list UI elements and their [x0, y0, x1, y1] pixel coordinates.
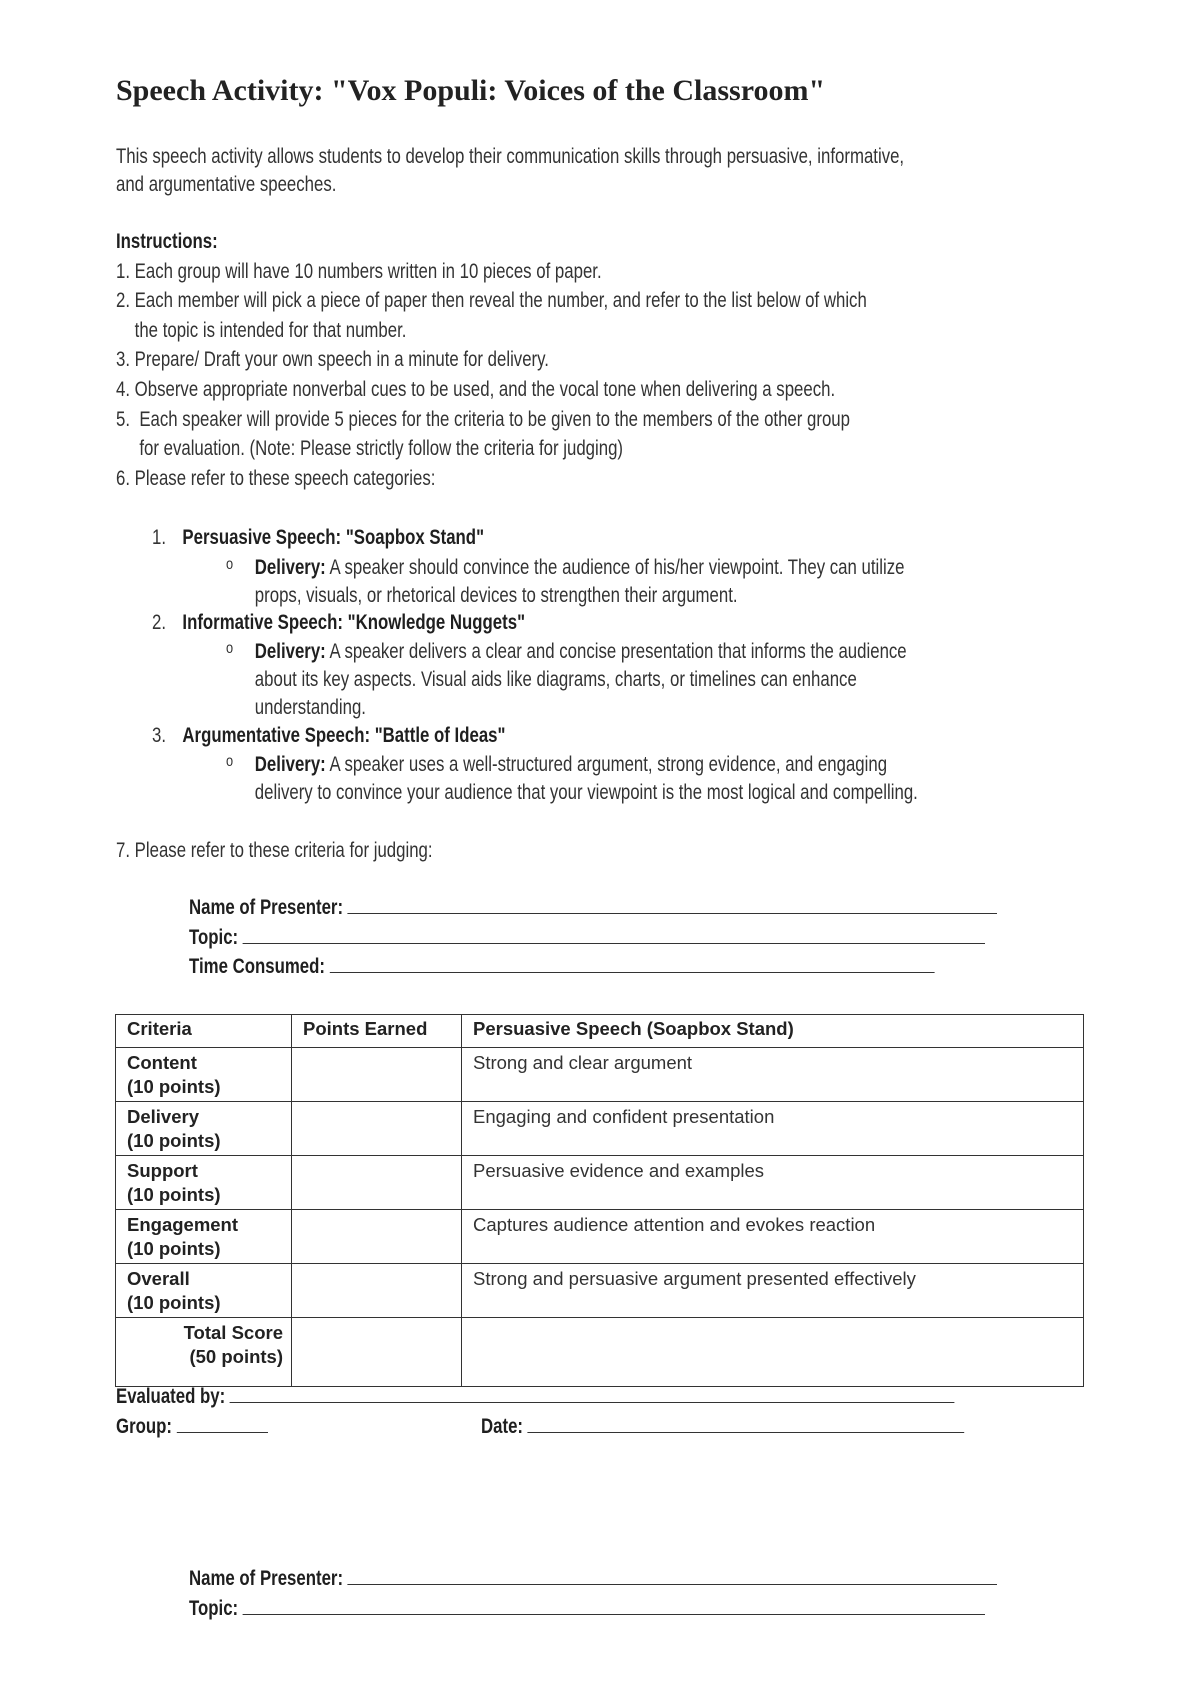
topic-label: Topic: — [189, 1597, 239, 1620]
topic-field[interactable] — [189, 1597, 985, 1621]
presenter-name-line[interactable] — [348, 897, 998, 914]
evaluated-by-label: Evaluated by: — [116, 1385, 226, 1408]
criteria-table — [115, 1014, 1084, 1387]
date-label: Date: — [481, 1415, 524, 1438]
table-header-row — [116, 1015, 1084, 1048]
instructions-heading: Instructions: — [116, 230, 218, 253]
description-cell: Engaging and confident presentation — [462, 1102, 1084, 1156]
topic-field[interactable] — [189, 926, 985, 950]
detail-label: Delivery: — [254, 753, 326, 776]
detail-text: A speaker should convince the audience of his/her viewpoint. They can utilize — [325, 556, 905, 579]
group-label: Group: — [116, 1415, 172, 1438]
topic-line[interactable] — [243, 1598, 985, 1615]
total-description-cell — [462, 1318, 1084, 1387]
date-line[interactable] — [528, 1416, 965, 1433]
instruction-line: 5. Each speaker will provide 5 pieces for the criteria to be given to the members of the other group — [116, 407, 850, 431]
points-earned-cell[interactable] — [292, 1210, 462, 1264]
presenter-name-label: Name of Presenter: — [189, 1567, 344, 1590]
total-score-cell: Total Score (50 points) — [116, 1318, 292, 1387]
intro-line: This speech activity allows students to develop their communication skills through persuasive, informative, — [116, 145, 905, 168]
category-title: Persuasive Speech: "Soapbox Stand" — [182, 526, 485, 549]
points-earned-cell[interactable] — [292, 1264, 462, 1318]
column-header-persuasive-speech: Persuasive Speech (Soapbox Stand) — [462, 1015, 1084, 1048]
table-row — [116, 1156, 1084, 1210]
criteria-intro: 7. Please refer to these criteria for judging: — [116, 839, 433, 862]
page-title: Speech Activity: "Vox Populi: Voices of the Classroom" — [116, 74, 826, 107]
column-header-points-earned: Points Earned — [292, 1015, 462, 1048]
detail-text: about its key aspects. Visual aids like diagrams, charts, or timelines can enhance — [254, 668, 857, 691]
evaluated-by-field[interactable] — [116, 1385, 955, 1409]
criteria-cell: Support (10 points) — [116, 1156, 292, 1210]
total-score-row — [116, 1318, 1084, 1387]
presenter-name-field[interactable] — [189, 896, 997, 920]
detail-text: delivery to convince your audience that your viewpoint is the most logical and compelling. — [254, 781, 918, 804]
detail-text: A speaker uses a well-structured argument, strong evidence, and engaging — [325, 753, 888, 776]
instruction-line: the topic is intended for that number. — [116, 318, 407, 342]
detail-text: props, visuals, or rhetorical devices to strengthen their argument. — [254, 584, 738, 607]
topic-line[interactable] — [243, 927, 985, 944]
bullet-icon: o — [226, 556, 234, 573]
category-number: 2. — [152, 611, 167, 634]
detail-text: A speaker delivers a clear and concise presentation that informs the audience — [325, 640, 907, 663]
points-earned-cell[interactable] — [292, 1156, 462, 1210]
detail-label: Delivery: — [254, 556, 326, 579]
bullet-icon: o — [226, 753, 234, 770]
time-consumed-label: Time Consumed: — [189, 955, 325, 978]
criteria-cell: Content (10 points) — [116, 1048, 292, 1102]
presenter-name-field[interactable] — [189, 1567, 997, 1591]
group-field[interactable] — [116, 1415, 268, 1439]
presenter-name-label: Name of Presenter: — [189, 896, 344, 919]
table-row — [116, 1102, 1084, 1156]
category-title: Argumentative Speech: "Battle of Ideas" — [182, 724, 506, 747]
total-points-earned-cell[interactable] — [292, 1318, 462, 1387]
evaluated-by-line[interactable] — [230, 1386, 955, 1403]
category-number: 1. — [152, 526, 167, 549]
table-row — [116, 1264, 1084, 1318]
detail-label: Delivery: — [254, 640, 326, 663]
group-line[interactable] — [177, 1416, 268, 1433]
points-earned-cell[interactable] — [292, 1102, 462, 1156]
category-number: 3. — [152, 724, 167, 747]
description-cell: Captures audience attention and evokes reaction — [462, 1210, 1084, 1264]
instruction-line: 2. Each member will pick a piece of paper then reveal the number, and refer to the list below of which — [116, 289, 867, 313]
intro-paragraph — [116, 143, 1076, 199]
points-earned-cell[interactable] — [292, 1048, 462, 1102]
instruction-line: 3. Prepare/ Draft your own speech in a minute for delivery. — [116, 348, 549, 372]
description-cell: Persuasive evidence and examples — [462, 1156, 1084, 1210]
bullet-icon: o — [226, 640, 234, 657]
time-consumed-field[interactable] — [189, 955, 934, 979]
table-row — [116, 1210, 1084, 1264]
instruction-line: 1. Each group will have 10 numbers written in 10 pieces of paper. — [116, 259, 602, 283]
intro-line: and argumentative speeches. — [116, 173, 337, 196]
category-title: Informative Speech: "Knowledge Nuggets" — [182, 611, 526, 634]
criteria-cell: Engagement (10 points) — [116, 1210, 292, 1264]
table-row — [116, 1048, 1084, 1102]
instructions-section — [116, 227, 867, 493]
instruction-line: 4. Observe appropriate nonverbal cues to be used, and the vocal tone when delivering a speech. — [116, 377, 836, 401]
instruction-line: 6. Please refer to these speech categories: — [116, 466, 436, 490]
date-field[interactable] — [481, 1415, 964, 1439]
criteria-cell: Delivery (10 points) — [116, 1102, 292, 1156]
topic-label: Topic: — [189, 926, 239, 949]
detail-text: understanding. — [254, 696, 366, 719]
description-cell: Strong and persuasive argument presented effectively — [462, 1264, 1084, 1318]
description-cell: Strong and clear argument — [462, 1048, 1084, 1102]
time-consumed-line[interactable] — [330, 956, 935, 973]
instruction-line: for evaluation. (Note: Please strictly follow the criteria for judging) — [116, 437, 624, 461]
criteria-cell: Overall (10 points) — [116, 1264, 292, 1318]
presenter-name-line[interactable] — [348, 1568, 998, 1585]
column-header-criteria: Criteria — [116, 1015, 292, 1048]
